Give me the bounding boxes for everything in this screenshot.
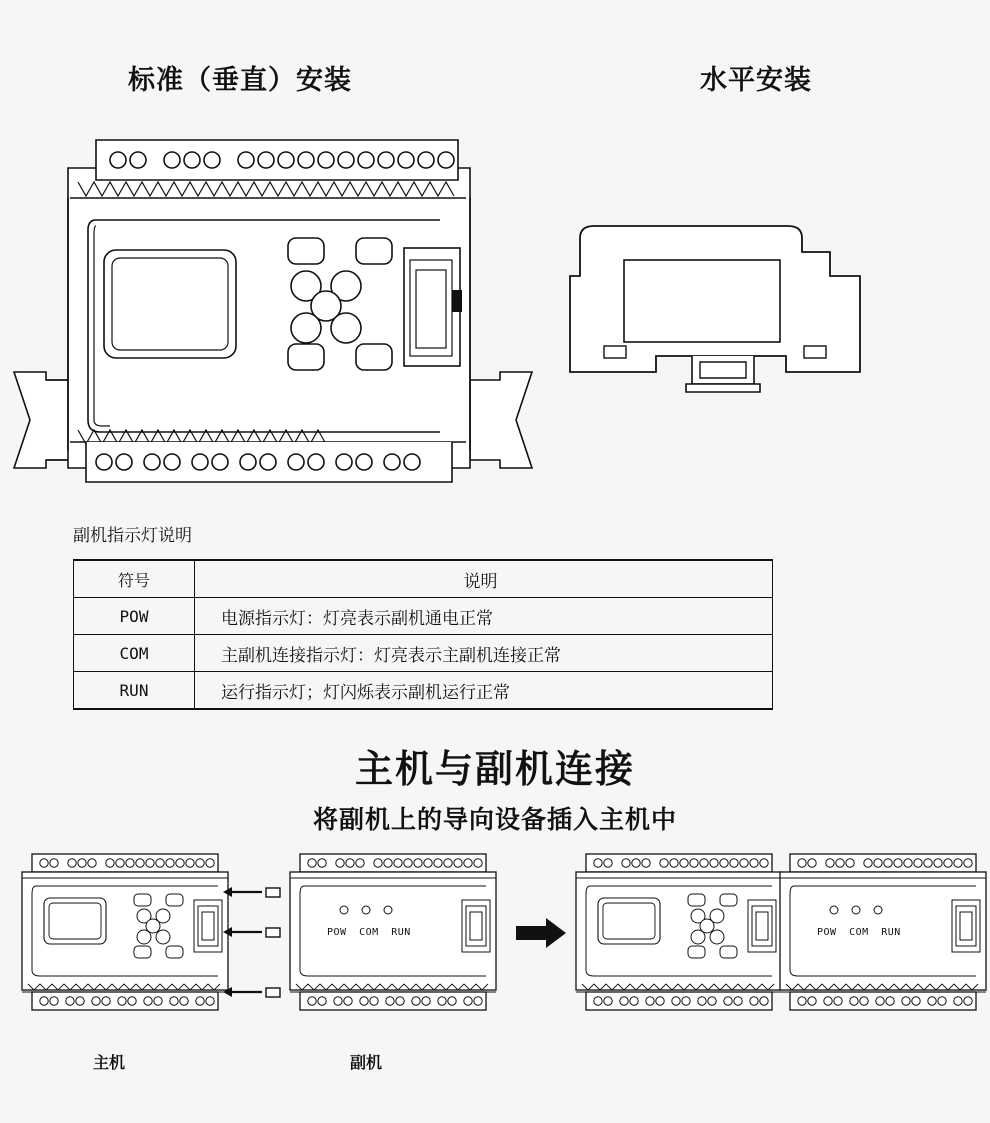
connection-arrows — [223, 887, 280, 997]
led-label-pow: POW — [817, 927, 837, 938]
device-face-recess — [624, 260, 780, 342]
section-title-connection: 主机与副机连接 — [354, 747, 635, 791]
table-header-row — [74, 560, 773, 598]
section-subtitle-connection: 将副机上的导向设备插入主机中 — [312, 805, 677, 834]
foot-left — [604, 346, 626, 358]
page-title-horizontal-mount: 水平安装 — [700, 65, 812, 96]
cell-desc-run: 运行指示灯；灯闪烁表示副机运行正常 — [195, 672, 773, 710]
master-unit-before — [22, 854, 228, 1010]
cell-symbol-com: COM — [74, 635, 195, 672]
diagram-standard-mount — [0, 120, 560, 500]
cell-symbol-pow: POW — [74, 598, 195, 635]
master-unit-after — [576, 854, 782, 1010]
lcd-screen — [104, 250, 236, 358]
cell-symbol-run: RUN — [74, 672, 195, 710]
process-arrow — [516, 918, 566, 948]
lamp-indicator-table — [73, 559, 773, 710]
led-label-com: COM — [359, 927, 379, 938]
table-head — [74, 560, 773, 598]
col-header-symbol: 符号 — [74, 560, 195, 598]
table-body — [74, 598, 773, 710]
led-label-group-slave-after — [817, 927, 901, 938]
led-label-pow: POW — [327, 927, 347, 938]
table-row — [74, 598, 773, 635]
cell-desc-com: 主副机连接指示灯：灯亮表示主副机连接正常 — [195, 635, 773, 672]
lamp-section-label: 副机指示灯说明 — [73, 526, 192, 545]
foot-right — [804, 346, 826, 358]
caption-slave: 副机 — [350, 1053, 383, 1072]
led-label-com: COM — [849, 927, 869, 938]
din-clip — [686, 356, 760, 392]
page-title-standard-mount: 标准（垂直）安装 — [128, 65, 352, 96]
led-label-run: RUN — [391, 927, 411, 938]
col-header-desc: 说明 — [195, 560, 773, 598]
diagram-master-slave-connection — [0, 840, 990, 1040]
diagram-horizontal-mount — [540, 180, 900, 450]
table-row — [74, 672, 773, 710]
led-label-run: RUN — [881, 927, 901, 938]
cell-desc-pow: 电源指示灯：灯亮表示副机通电正常 — [195, 598, 773, 635]
caption-master: 主机 — [93, 1053, 126, 1072]
expansion-port — [404, 248, 462, 366]
led-label-group-slave-before — [327, 927, 411, 938]
table-row — [74, 635, 773, 672]
lamp-table-wrap — [73, 559, 773, 710]
